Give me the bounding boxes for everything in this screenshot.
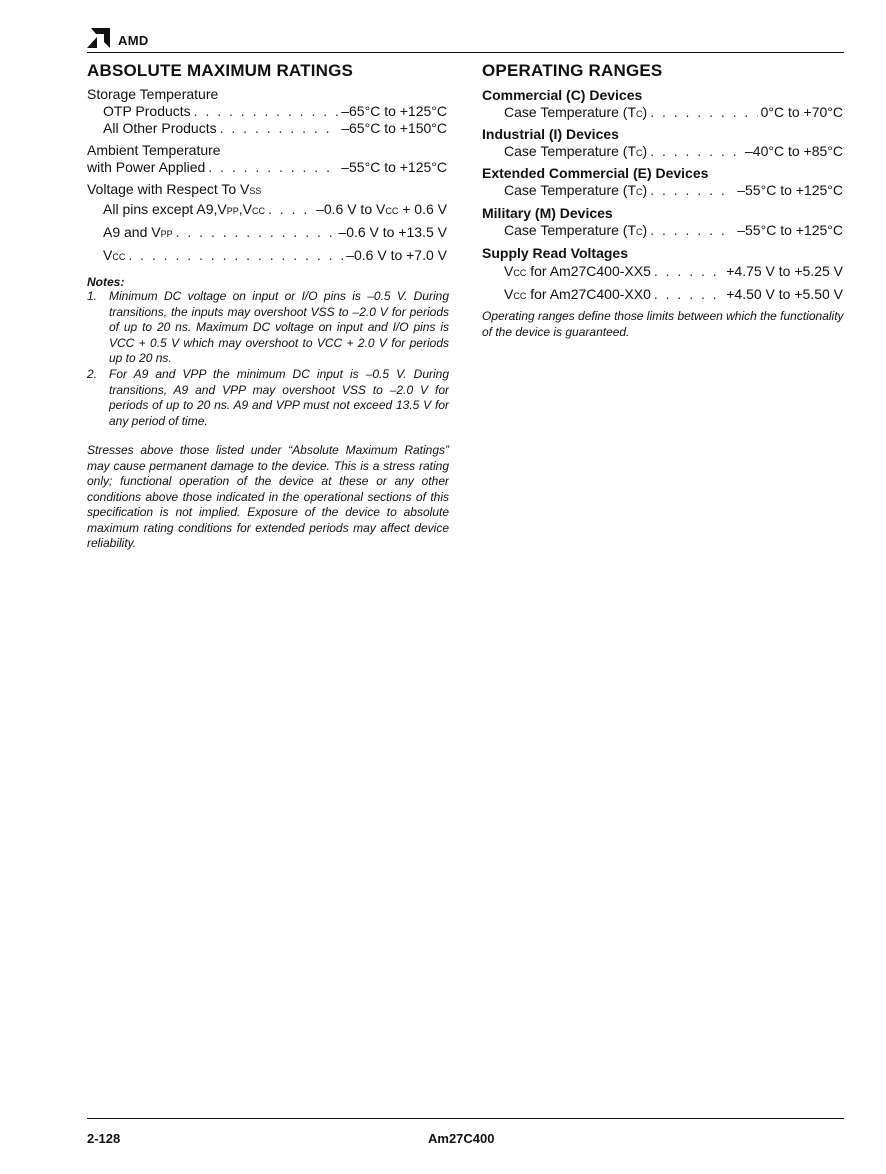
supply-voltages-heading: Supply Read Voltages [482, 245, 628, 261]
notes-heading: Notes: [87, 275, 125, 289]
ambient-temperature-label: Ambient Temperature [87, 142, 221, 158]
ambient-temperature-row: with Power Applied . . . –55°C to +125°C [87, 159, 447, 176]
otp-products-row: OTP Products . . . –65°C to +125°C [103, 103, 447, 120]
storage-temperature-label: Storage Temperature [87, 86, 219, 102]
a9-vpp-row: A9 and VPP . . . –0.6 V to +13.5 V [103, 224, 447, 243]
note-2: 2. For A9 and VPP the minimum DC input is –0.5 V. During transitions, A9 and VPP may overshoot VSS to –2.0 V for periods of up to 20 ns. A9 and VPP must not exceed 13.5 V for any period of time. [87, 367, 449, 428]
vcc-xx0-row: VCC for Am27C400-XX0 . . . +4.50 V to +5.50 V [504, 286, 843, 305]
commercial-heading: Commercial (C) Devices [482, 87, 643, 103]
absolute-maximum-ratings-title: ABSOLUTE MAXIMUM RATINGS [87, 61, 354, 80]
note-1: 1. Minimum DC voltage on input or I/O pins is –0.5 V. During transitions, the inputs may overshoot VSS to –2.0 V for periods of up to 20 ns. Maximum DC voltage on input and I/O pins is VCC + 0.5 V which may overshoot to VCC + 2.0 V for periods up to 20 ns. [87, 289, 449, 365]
industrial-heading: Industrial (I) Devices [482, 126, 619, 142]
operating-ranges-title: OPERATING RANGES [482, 61, 663, 80]
commercial-row: Case Temperature (TC) . . . 0°C to +70°C [504, 104, 843, 123]
industrial-row: Case Temperature (TC) . . . –40°C to +85°C [504, 143, 843, 162]
other-products-row: All Other Products . . . –65°C to +150°C [103, 120, 447, 137]
part-number: Am27C400 [428, 1131, 495, 1146]
header-rule [87, 52, 844, 53]
page-number: 2-128 [87, 1131, 121, 1146]
brand-name: AMD [118, 33, 149, 48]
vcc-xx5-row: VCC for Am27C400-XX5 . . . +4.75 V to +5.25 V [504, 263, 843, 282]
footer-rule [87, 1118, 844, 1119]
extended-row: Case Temperature (TC) . . . –55°C to +125°C [504, 182, 843, 201]
military-row: Case Temperature (TC) . . . –55°C to +125°C [504, 222, 843, 241]
amd-logo-icon [87, 28, 110, 48]
extended-heading: Extended Commercial (E) Devices [482, 165, 709, 181]
all-pins-row: All pins except A9,VPP,VCC . . . –0.6 V to VCC + 0.6 V [103, 201, 447, 220]
stress-paragraph: Stresses above those listed under “Absolute Maximum Ratings” may cause permanent damage to the device. This is a stress rating only; functional operation of the device at these or any other conditions above those indicated in the operational sections of this specification is not implied. Exposure of the device to absolute maximum rating conditions for extended periods may affect device reliability. [87, 443, 449, 550]
operating-ranges-note: Operating ranges define those limits between which the functionality of the device is guaranteed. [482, 309, 844, 339]
voltage-label: Voltage with Respect To VSS [87, 181, 262, 197]
military-heading: Military (M) Devices [482, 205, 613, 221]
vcc-row: VCC . . . –0.6 V to +7.0 V [103, 247, 447, 266]
